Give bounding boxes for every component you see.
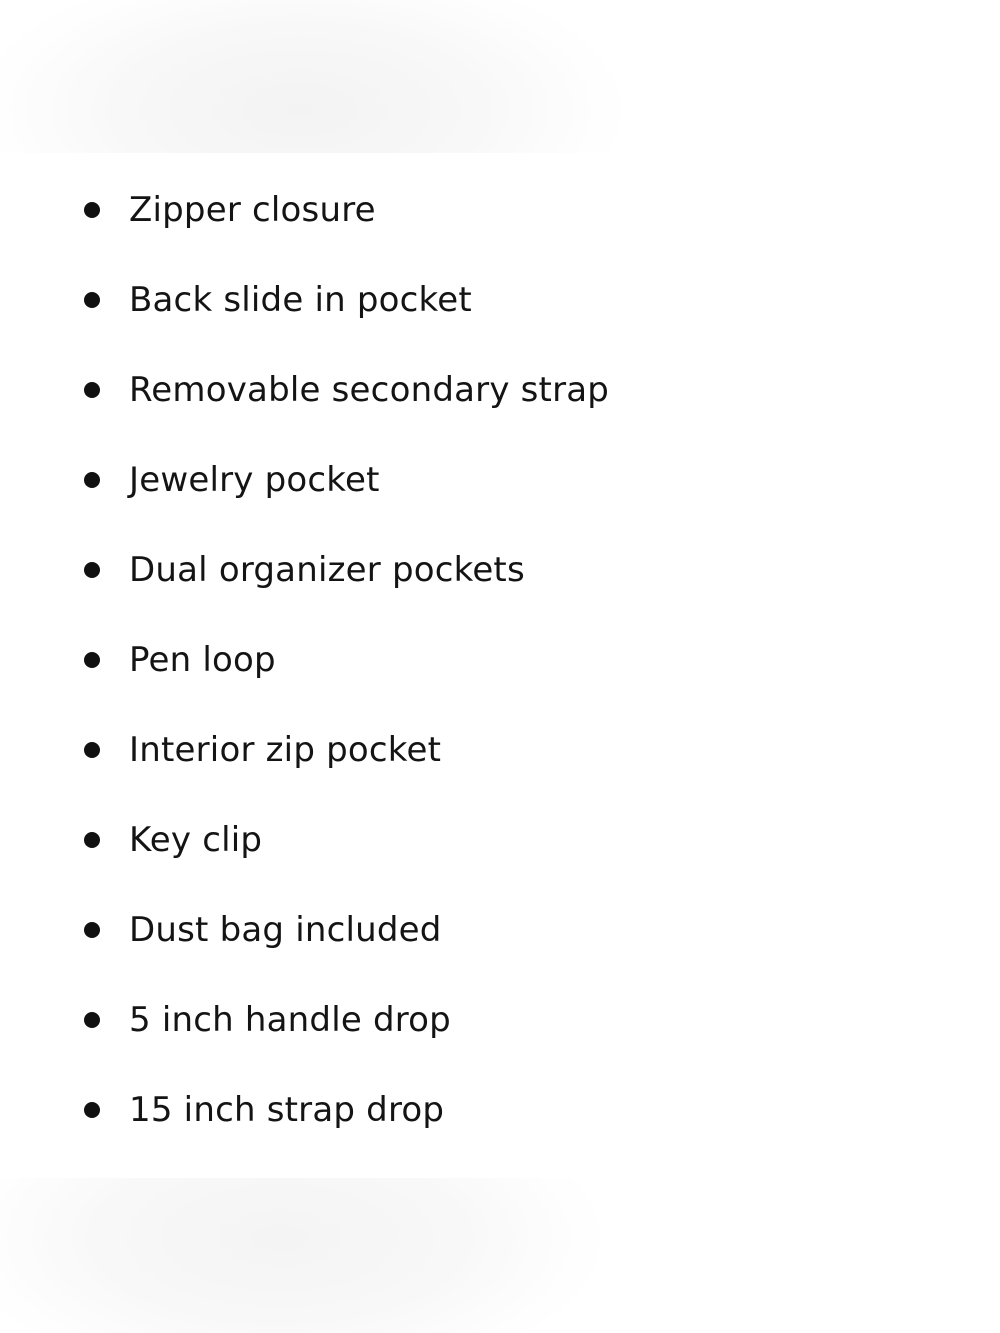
- bullet-icon: [84, 562, 100, 578]
- feature-label: 15 inch strap drop: [129, 1090, 445, 1130]
- bullet-icon: [84, 382, 100, 398]
- bullet-icon: [84, 1102, 100, 1118]
- feature-label: Pen loop: [129, 640, 276, 680]
- list-item: [0, 525, 1000, 615]
- list-item: [0, 975, 1000, 1065]
- bullet-icon: [84, 1012, 100, 1028]
- feature-label: 5 inch handle drop: [129, 1000, 451, 1040]
- feature-label: Back slide in pocket: [129, 280, 472, 320]
- background-shade-bottom: [0, 1178, 1000, 1333]
- feature-label: Key clip: [129, 820, 263, 860]
- feature-label: Zipper closure: [129, 190, 376, 230]
- bullet-icon: [84, 832, 100, 848]
- list-item: [0, 885, 1000, 975]
- bullet-icon: [84, 202, 100, 218]
- background-shade-top: [0, 0, 1000, 153]
- list-item: [0, 435, 1000, 525]
- bullet-icon: [84, 922, 100, 938]
- feature-label: Jewelry pocket: [129, 460, 380, 500]
- list-item: [0, 615, 1000, 705]
- bullet-icon: [84, 652, 100, 668]
- list-item: [0, 1065, 1000, 1155]
- list-item: [0, 345, 1000, 435]
- list-item: [0, 705, 1000, 795]
- feature-label: Dust bag included: [129, 910, 442, 950]
- feature-label: Interior zip pocket: [129, 730, 442, 770]
- bullet-icon: [84, 472, 100, 488]
- feature-label: Dual organizer pockets: [129, 550, 525, 590]
- feature-list: [0, 165, 1000, 1155]
- feature-label: Removable secondary strap: [129, 370, 610, 410]
- list-item: [0, 795, 1000, 885]
- list-item: [0, 255, 1000, 345]
- bullet-icon: [84, 742, 100, 758]
- list-item: [0, 165, 1000, 255]
- bullet-icon: [84, 292, 100, 308]
- features-panel: [0, 153, 1000, 1178]
